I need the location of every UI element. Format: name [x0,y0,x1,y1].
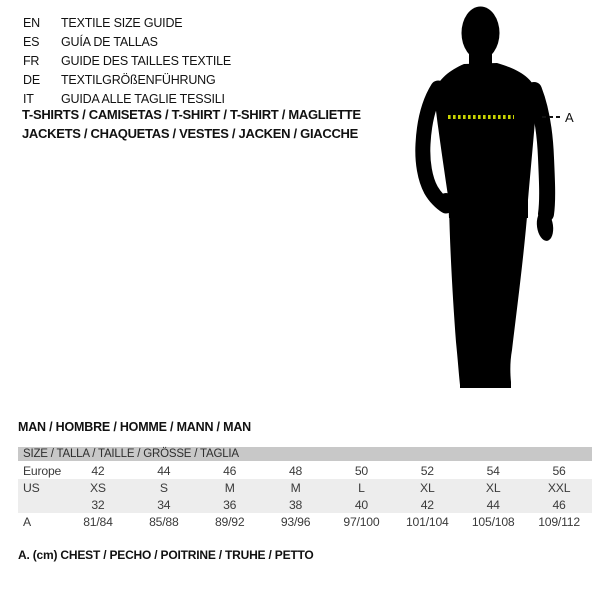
table-row-us-numeric [18,496,592,513]
table-cell: 54 [486,463,500,478]
table-cell: 81/84 [83,514,113,529]
man-figure [400,0,600,400]
language-row [23,71,231,90]
table-cell: 40 [354,497,369,512]
table-cell: 42 [420,497,434,512]
table-cell: XL [420,480,435,495]
table-cell: 44 [157,463,171,478]
table-cell: 97/100 [343,514,380,529]
table-cell: 48 [288,463,303,478]
table-cell: 93/96 [280,514,311,529]
product-line-tshirts: T-SHIRTS / CAMISETAS / T-SHIRT / T-SHIRT / MAGLIETTE [22,107,361,122]
table-cell: 44 [486,497,500,512]
language-row [23,51,231,70]
table-cell: 38 [288,497,303,512]
table-cell: 101/104 [405,514,449,529]
table-cell: 105/108 [471,514,515,529]
table-cell: L [358,480,365,495]
table-cell: 50 [354,463,369,478]
table-cell: XL [485,480,501,495]
table-cell: 32 [91,497,105,512]
table-cell: M [224,480,235,495]
table-cell: M [290,480,301,495]
language-label: GUIDA ALLE TAGLIE TESSILI [61,92,225,107]
product-line-jackets: JACKETS / CHAQUETAS / VESTES / JACKEN / GIACCHE [22,126,358,141]
language-row [23,13,231,32]
table-cell: S [159,480,168,495]
language-code: ES [23,34,40,49]
table-cell: 46 [552,497,566,512]
man-silhouette-svg [400,0,600,400]
table-cell: XS [90,480,106,495]
section-title-man: MAN / HOMBRE / HOMME / MANN / MAN [18,420,251,434]
table-cell: 56 [552,463,566,478]
row-label: A [23,514,31,529]
size-table [18,447,592,530]
size-table-header: SIZE / TALLA / TAILLE / GRÖSSE / TAGLIA [18,447,592,461]
table-cell: XXL [547,480,571,495]
row-label: US [23,480,40,495]
language-code: FR [23,53,40,68]
table-cell: 46 [223,463,237,478]
table-row-us [18,479,592,496]
table-row-europe [18,462,592,479]
language-code: DE [23,73,40,88]
table-cell: 52 [420,463,434,478]
row-label: Europe [23,463,62,478]
man-silhouette [423,7,555,389]
language-label: GUIDE DES TAILLES TEXTILE [61,53,232,68]
language-row [23,32,231,51]
table-cell: 89/92 [214,514,245,529]
table-cell: 36 [223,497,237,512]
table-cell: 34 [157,497,171,512]
language-label: GUÍA DE TALLAS [61,34,158,49]
product-types [22,105,361,143]
language-code: IT [23,92,34,107]
table-cell: 109/112 [538,514,580,529]
table-cell: 85/88 [149,514,179,529]
language-code: EN [23,15,40,30]
language-list [23,13,231,109]
measurement-footnote: A. (cm) CHEST / PECHO / POITRINE / TRUHE / PETTO [18,548,314,562]
language-label: TEXTILGRÖßENFÜHRUNG [61,73,216,88]
table-row-chest-a [18,513,592,530]
measure-label-a: A [565,110,574,125]
language-label: TEXTILE SIZE GUIDE [61,15,183,30]
table-cell: 42 [91,463,105,478]
